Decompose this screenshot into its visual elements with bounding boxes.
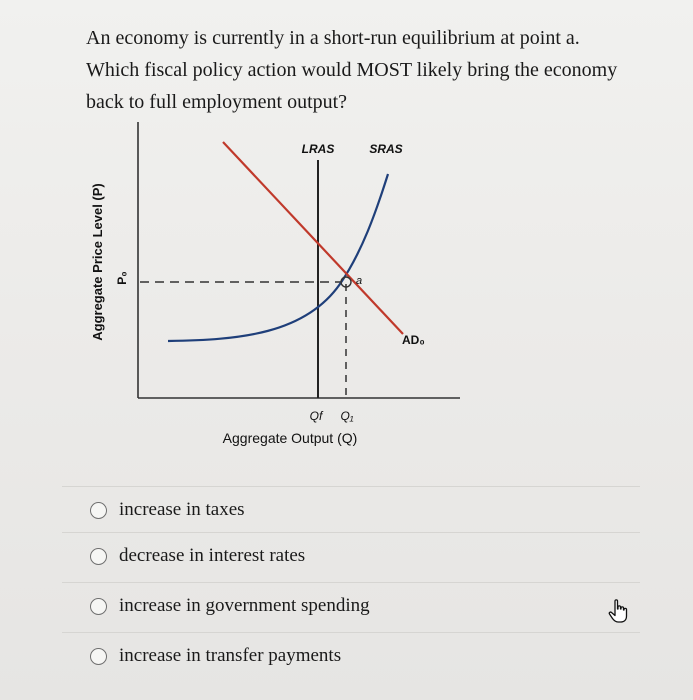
option-label: increase in government spending	[119, 595, 370, 616]
qf-tick-label: Qf	[309, 409, 323, 423]
option-decrease-interest-rates[interactable]	[62, 532, 640, 579]
question-line-3: back to full employment output?	[86, 91, 348, 113]
question-line-2: Which fiscal policy action would MOST likely bring the economy	[86, 59, 618, 81]
as-ad-graph	[80, 112, 500, 457]
as-ad-graph-svg	[80, 112, 500, 457]
option-label: decrease in interest rates	[119, 545, 306, 566]
option-label: increase in transfer payments	[119, 645, 342, 666]
question-line-1: An economy is currently in a short-run equilibrium at point a.	[86, 27, 580, 49]
option-increase-government-spending[interactable]	[62, 582, 640, 629]
p0-label: P₀	[115, 271, 129, 285]
option-increase-transfer-payments[interactable]	[62, 632, 640, 679]
option-label: increase in taxes	[119, 499, 245, 520]
y-axis-label: Aggregate Price Level (P)	[90, 183, 105, 341]
x-axis-label: Aggregate Output (Q)	[222, 430, 358, 446]
option-increase-taxes[interactable]	[62, 486, 640, 533]
sras-label: SRAS	[369, 142, 403, 156]
question-text	[86, 22, 646, 118]
q1-tick-label: Q₁	[340, 409, 354, 423]
ad-label: AD₀	[402, 333, 425, 347]
radio-button[interactable]	[90, 598, 107, 615]
point-a-label: a	[356, 275, 363, 287]
lras-label: LRAS	[301, 142, 335, 156]
hand-pointer-icon	[606, 598, 632, 624]
sras-curve	[168, 174, 388, 341]
ad-line	[223, 142, 403, 334]
radio-button[interactable]	[90, 548, 107, 565]
radio-button[interactable]	[90, 502, 107, 519]
radio-button[interactable]	[90, 648, 107, 665]
